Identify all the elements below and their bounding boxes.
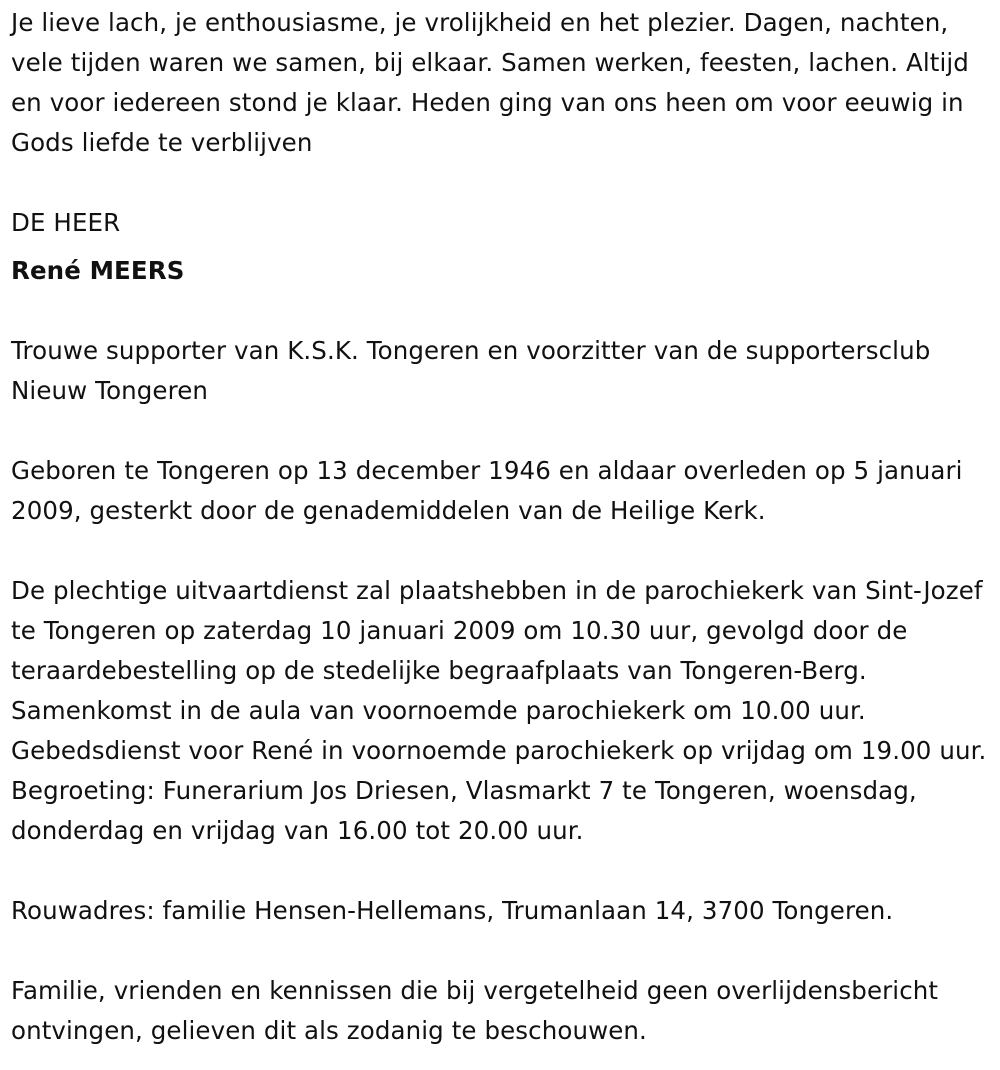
salutation: DE HEER <box>11 208 121 237</box>
spacer <box>11 163 1000 203</box>
spacer <box>11 411 1000 451</box>
spacer <box>11 291 1000 331</box>
funeral-paragraph: De plechtige uitvaartdienst zal plaatshebben in de parochiekerk van Sint-Jozef te Tongeren op zaterdag 10 januari 2009 om 10.30 uur, gevolgd door de teraardebestelling op de stedelijke begraafplaats van Tongeren-Berg. Samenkomst in de aula van voornoemde parochiekerk om 10.00 uur. Gebedsdienst voor René in voornoemde parochiekerk op vrijdag om 19.00 uur. Begroeting: Funerarium Jos Driesen, Vlasmarkt 7 te Tongeren, woensdag, donderdag en vrijdag van 16.00 tot 20.00 uur. <box>11 576 987 845</box>
role-paragraph: Trouwe supporter van K.S.K. Tongeren en voorzitter van de supportersclub Nieuw Tongeren <box>11 336 931 405</box>
spacer <box>11 531 1000 571</box>
closing-paragraph: Familie, vrienden en kennissen die bij vergetelheid geen overlijdensbericht ontvingen, gelieven dit als zodanig te beschouwen. <box>11 976 939 1045</box>
address-paragraph: Rouwadres: familie Hensen-Hellemans, Trumanlaan 14, 3700 Tongeren. <box>11 896 894 925</box>
spacer <box>11 851 1000 891</box>
birth-death-paragraph: Geboren te Tongeren op 13 december 1946 en aldaar overleden op 5 januari 2009, gesterkt door de genademiddelen van de Heilige Kerk. <box>11 456 963 525</box>
intro-paragraph: Je lieve lach, je enthousiasme, je vrolijkheid en het plezier. Dagen, nachten, vele tijden waren we samen, bij elkaar. Samen werken, feesten, lachen. Altijd en voor iedereen stond je klaar. Heden ging van ons heen om voor eeuwig in Gods liefde te verblijven <box>11 8 969 157</box>
deceased-name: René MEERS <box>11 256 185 285</box>
spacer <box>11 931 1000 971</box>
